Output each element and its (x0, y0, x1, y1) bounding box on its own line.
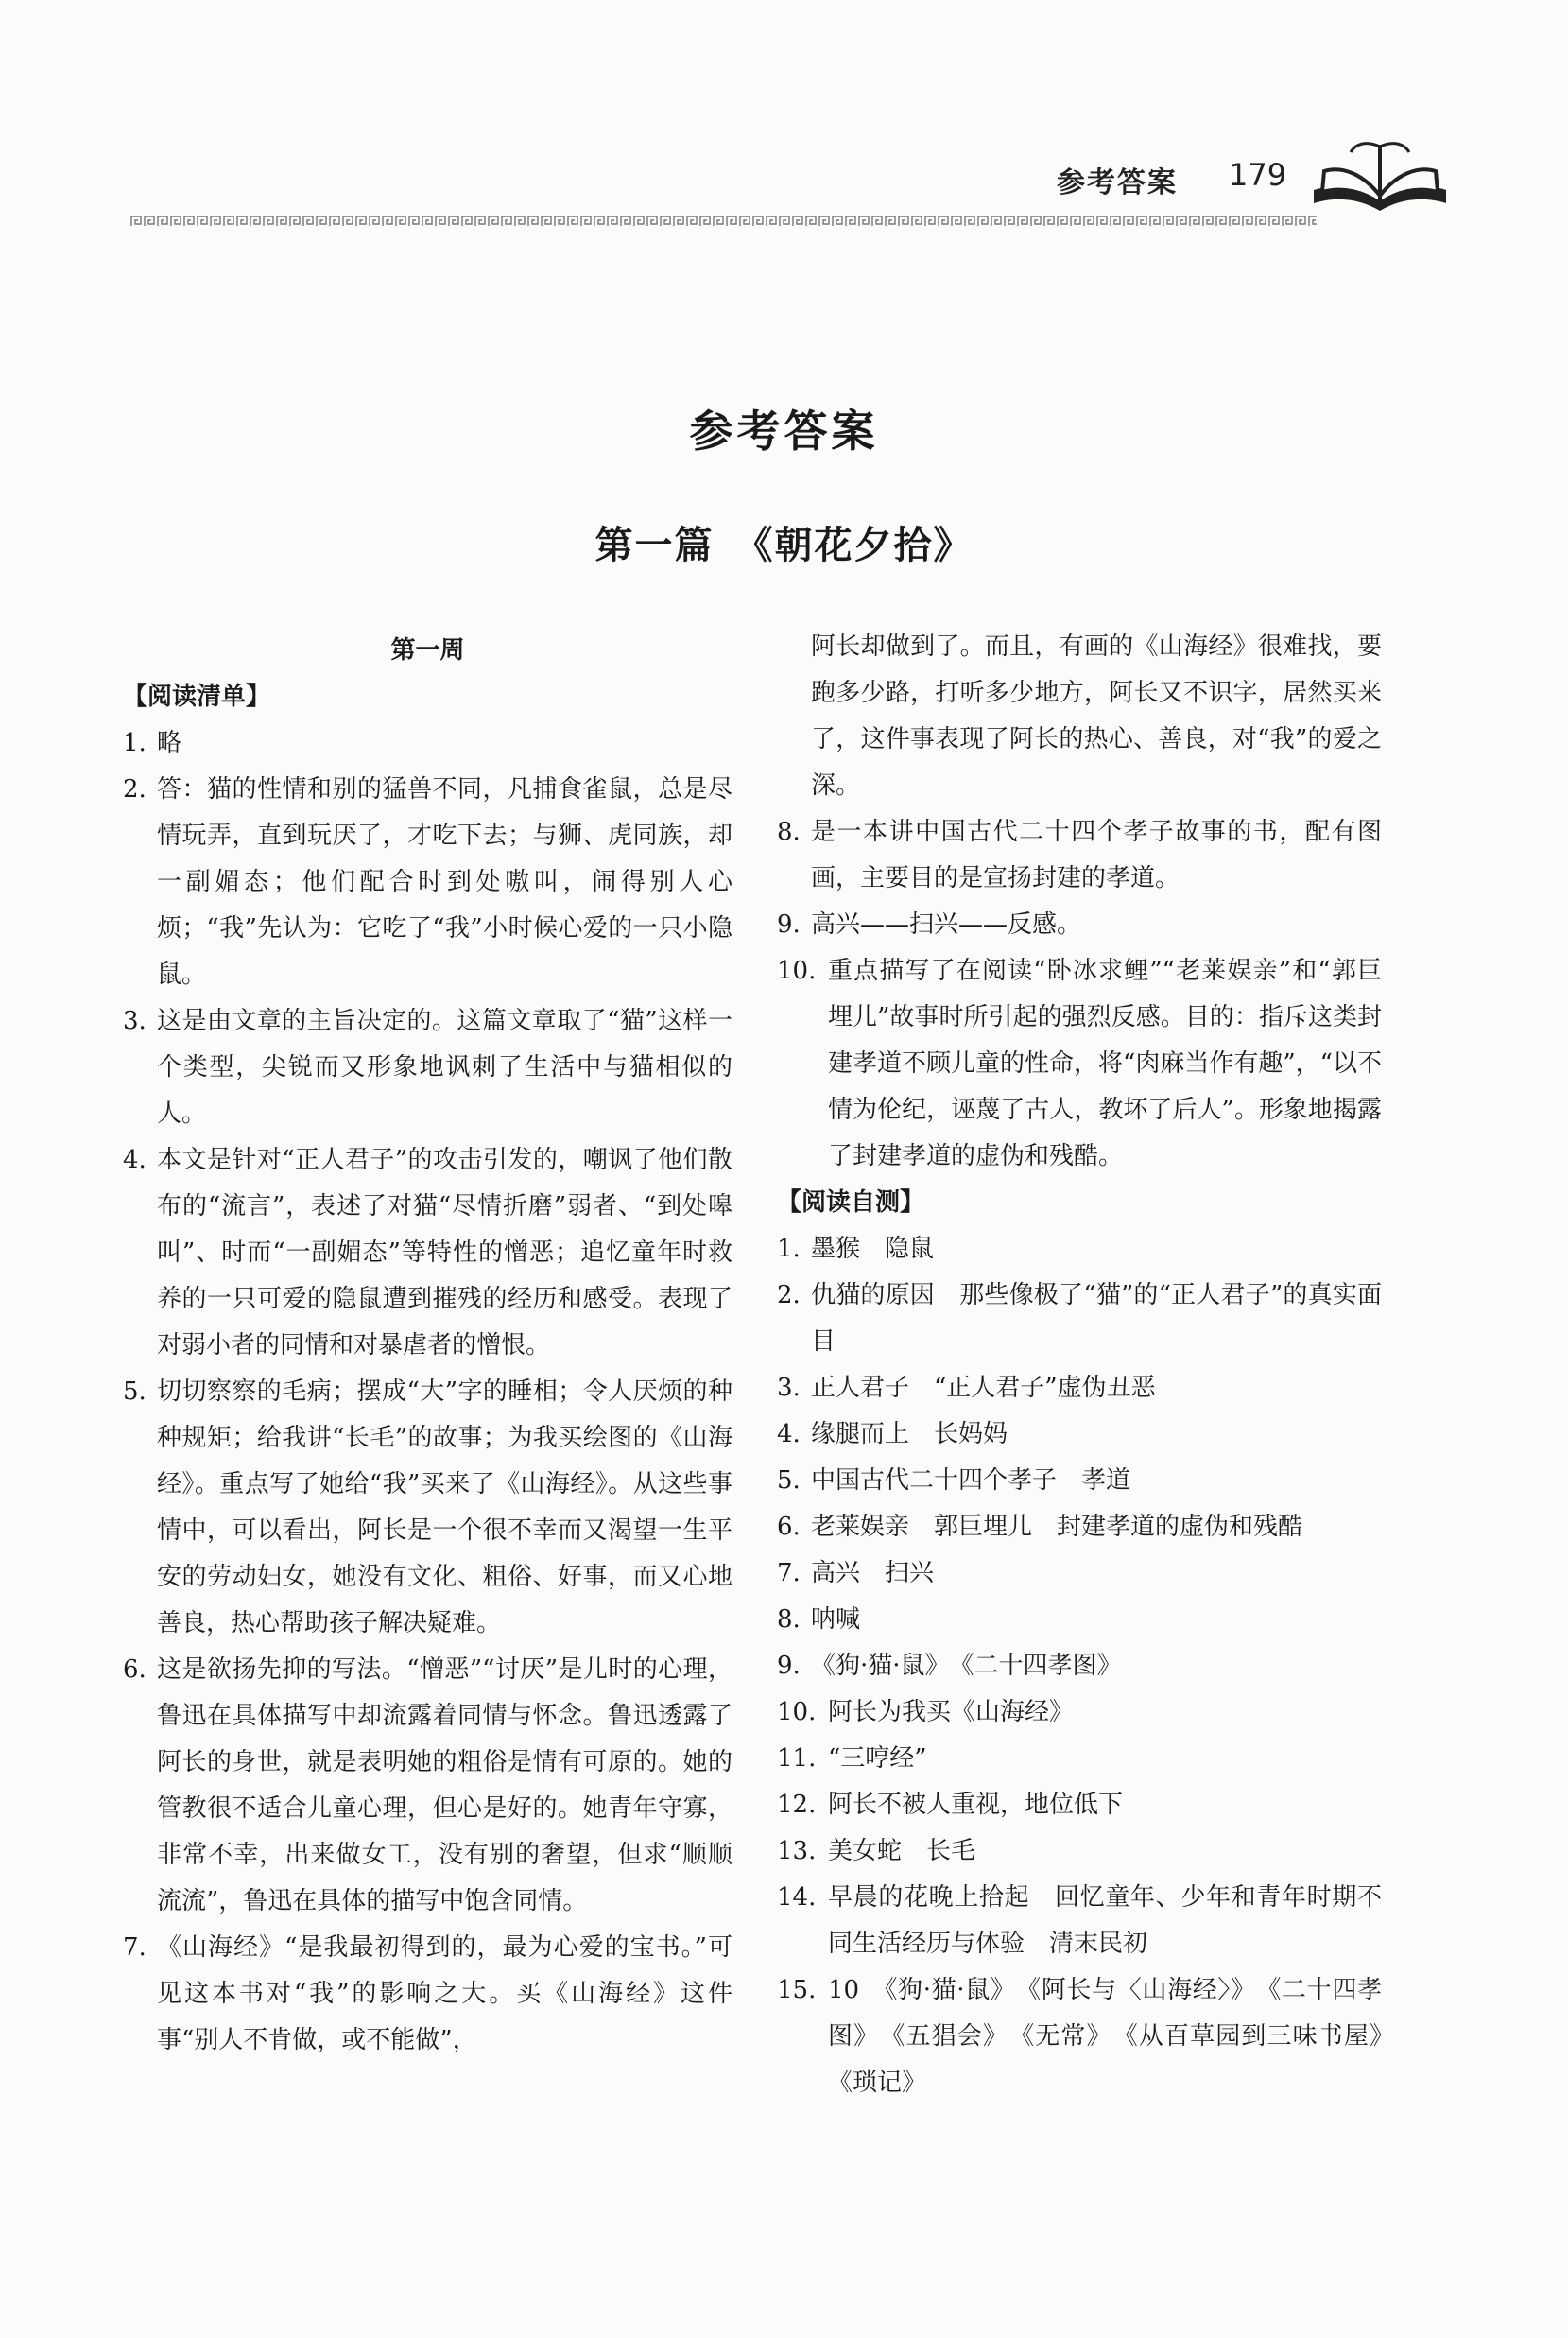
left-column (123, 624, 732, 2064)
item-number: 13. (777, 1837, 817, 1865)
item-text: 老莱娱亲 郭巨埋儿 封建孝道的虚伪和残酷 (811, 1513, 1303, 1541)
item-text: 阿长却做到了。而且，有画的《山海经》很难找，要跑多少路，打听多少地方，阿长又不识字，居然买来了，这件事表现了阿长的热心、善良，对“我”的爱之深。 (811, 632, 1382, 800)
item-number: 10. (777, 1698, 817, 1726)
item-text: 仇猫的原因 那些像极了“猫”的“正人君子”的真实面目 (811, 1281, 1382, 1356)
list-item (777, 902, 1382, 948)
item-number (777, 624, 811, 809)
item-text: 10 《狗·猫·鼠》 《阿长与〈山海经〉》 《二十四孝图》 《五猖会》 《无常》 《从百草园到三味书屋》 《琐记》 (828, 1976, 1407, 2097)
item-number: 3. (123, 1007, 146, 1035)
page-title: 参考答案 (689, 406, 879, 457)
list-item (777, 1273, 1382, 1365)
item-text: 墨猴 隐鼠 (811, 1235, 935, 1263)
item-number: 2. (777, 1281, 801, 1309)
item-text: 早晨的花晚上拾起 回忆童年、少年和青年时期不同生活经历与体验 清末民初 (828, 1883, 1382, 1958)
item-number: 4. (777, 1420, 801, 1448)
list-item (777, 1643, 1382, 1689)
item-number: 7. (777, 1559, 801, 1587)
list-item (123, 1369, 732, 1647)
item-text: 《山海经》“是我最初得到的，最为心爱的宝书。”可见这本书对“我”的影响之大。买《山海经》这件事“别人不肯做，或不能做”， (157, 1933, 732, 2054)
list-item (777, 1828, 1382, 1875)
item-text: 高兴 扫兴 (811, 1559, 935, 1587)
list-item (123, 767, 732, 998)
item-text: 重点描写了在阅读“卧冰求鲤”“老莱娱亲”和“郭巨埋儿”故事时所引起的强烈反感。目的：指斥这类封建孝道不顾儿童的性命，将“肉麻当作有趣”，“以不情为伦纪，诬蔑了古人，教坏了后人”。形象地揭露了封建孝道的虚伪和残酷。 (828, 957, 1382, 1170)
item-text: 这是欲扬先抑的写法。“憎恶”“讨厌”是儿时的心理，鲁迅在具体描写中却流露着同情与怀念。鲁迅透露了阿长的身世，就是表明她的粗俗是情有可原的。她的管教很不适合儿童心理，但心是好的。她青年守寡，非常不幸，出来做女工，没有别的奢望，但求“顺顺流流”，鲁迅在具体的描写中饱含同情。 (157, 1655, 732, 1915)
header-divider (130, 214, 1317, 229)
item-number: 2. (123, 775, 146, 804)
page-number: 179 (1229, 157, 1287, 193)
item-text: 本文是针对“正人君子”的攻击引发的，嘲讽了他们散布的“流言”，表述了对猫“尽情折磨”弱者、“到处嗥叫”、时而“一副媚态”等特性的憎恶；追忆童年时救养的一只可爱的隐鼠遭到摧残的经历和感受。表现了对弱小者的同情和对暴虐者的憎恨。 (157, 1146, 732, 1360)
item-number: 11. (777, 1744, 817, 1773)
list-item (777, 1504, 1382, 1550)
item-number: 6. (123, 1655, 146, 1684)
item-number: 5. (123, 1377, 146, 1406)
item-text: 这是由文章的主旨决定的。这篇文章取了“猫”这样一个类型，尖锐而又形象地讽刺了生活中与猫相似的人。 (157, 1007, 732, 1128)
list-item (123, 1137, 732, 1369)
item-number: 10. (777, 957, 817, 985)
item-number: 12. (777, 1791, 817, 1819)
header-label: 参考答案 (1057, 166, 1178, 199)
list-item (777, 1458, 1382, 1504)
item-number: 5. (777, 1466, 801, 1495)
list-item (123, 1925, 732, 2064)
item-text: 阿长不被人重视，地位低下 (828, 1791, 1124, 1819)
section-title: 第一篇 《朝花夕拾》 (594, 524, 974, 567)
list-item (777, 1782, 1382, 1828)
list-item (777, 1597, 1382, 1643)
list-item (123, 720, 732, 767)
list-item (777, 948, 1382, 1180)
item-number: 7. (123, 1933, 146, 1962)
list-item-continued (777, 624, 1382, 809)
item-number: 6. (777, 1513, 801, 1541)
right-column (777, 624, 1407, 2106)
item-number: 9. (777, 910, 801, 939)
list-item (123, 1647, 732, 1925)
item-number: 14. (777, 1883, 817, 1912)
list-item (777, 1550, 1382, 1597)
item-text: 切切察察的毛病；摆成“大”字的睡相；令人厌烦的种种规矩；给我讲“长毛”的故事；为我买绘图的《山海经》。重点写了她给“我”买来了《山海经》。从这些事情中，可以看出，阿长是一个很不幸而又渴望一生平安的劳动妇女，她没有文化、粗俗、好事，而又心地善良，热心帮助孩子解决疑难。 (157, 1377, 732, 1637)
page-header (0, 0, 1568, 246)
open-book-icon (1309, 137, 1451, 213)
self-test-heading: 【阅读自测】 (777, 1188, 925, 1217)
item-text: 《狗·猫·鼠》 《二十四孝图》 (811, 1652, 1122, 1680)
item-text: 阿长为我买《山海经》 (828, 1698, 1075, 1726)
list-item (777, 1411, 1382, 1458)
list-item (777, 1875, 1382, 1967)
item-text: “三哼经” (828, 1744, 927, 1773)
item-text: 呐喊 (811, 1605, 861, 1634)
week-title: 第一周 (390, 636, 465, 665)
item-text: 中国古代二十四个孝子 孝道 (811, 1466, 1131, 1495)
list-item (777, 1226, 1382, 1273)
reading-list-heading: 【阅读清单】 (123, 683, 271, 711)
item-text: 高兴——扫兴——反感。 (811, 910, 1082, 939)
list-item (777, 1967, 1407, 2106)
item-text: 是一本讲中国古代二十四个孝子故事的书，配有图画，主要目的是宣扬封建的孝道。 (811, 818, 1382, 892)
item-text: 美女蛇 长毛 (828, 1837, 976, 1865)
item-number: 1. (777, 1235, 801, 1263)
item-text: 答：猫的性情和别的猛兽不同，凡捕食雀鼠，总是尽情玩弄，直到玩厌了，才吃下去；与狮、虎同族，却一副媚态；他们配合时到处嗷叫，闹得别人心烦；“我”先认为：它吃了“我”小时候心爱的一只小隐鼠。 (157, 775, 732, 989)
item-number: 8. (777, 818, 801, 846)
item-number: 9. (777, 1652, 801, 1680)
list-item (123, 998, 732, 1137)
item-text: 正人君子 “正人君子”虚伪丑恶 (811, 1374, 1156, 1402)
item-text: 略 (157, 729, 182, 757)
item-number: 1. (123, 729, 146, 757)
item-text: 缘腿而上 长妈妈 (811, 1420, 1008, 1448)
list-item (777, 809, 1382, 902)
item-number: 3. (777, 1374, 801, 1402)
list-item (777, 1736, 1382, 1782)
list-item (777, 1689, 1382, 1736)
list-item (777, 1365, 1382, 1411)
item-number: 15. (777, 1976, 817, 2004)
item-number: 4. (123, 1146, 146, 1174)
item-number: 8. (777, 1605, 801, 1634)
